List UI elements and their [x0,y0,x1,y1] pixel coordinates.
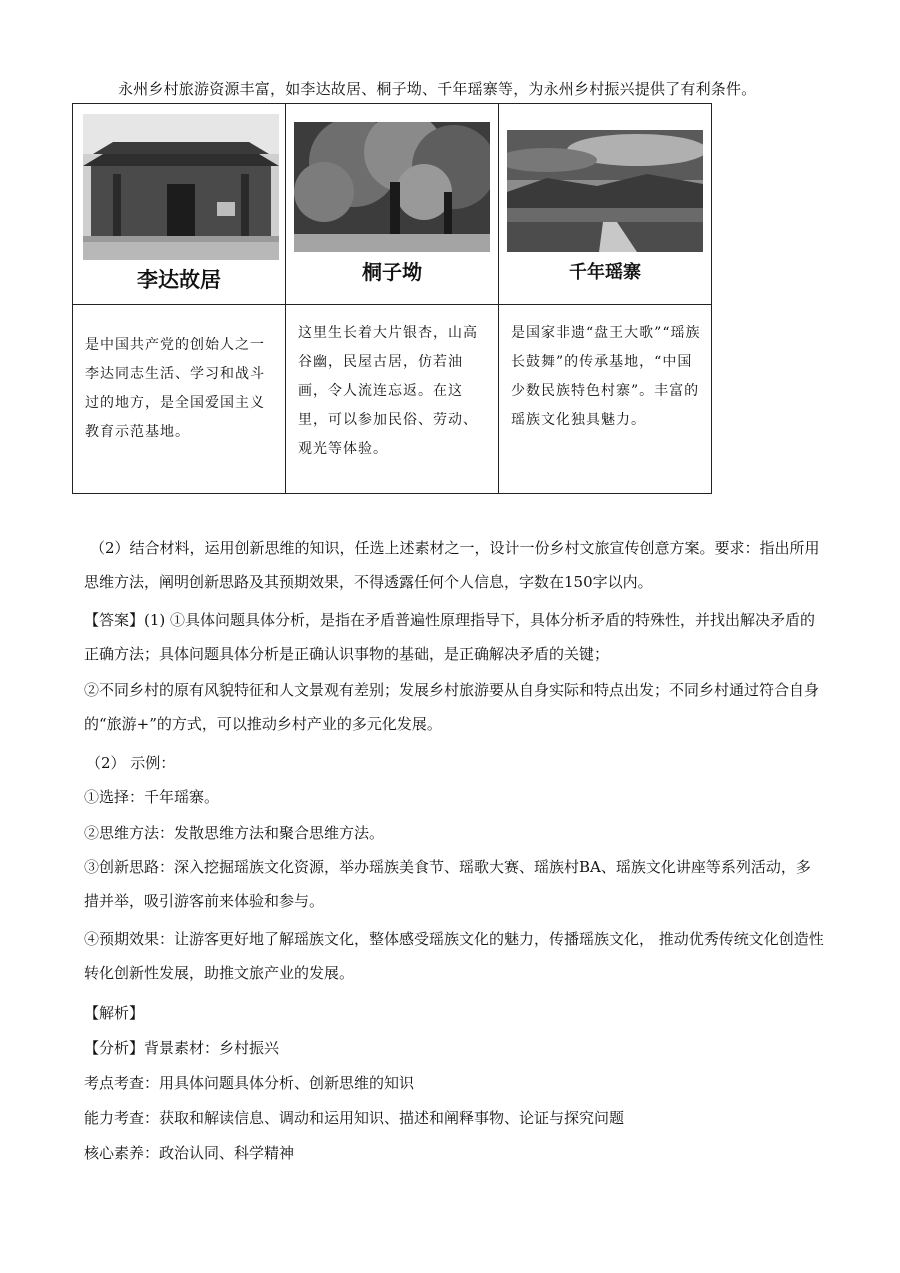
analysis-line: 【分析】背景素材：乡村振兴 [84,1039,280,1057]
question-2: （2）结合材料，运用创新思维的知识，任选上述素材之一，设计一份乡村文旅宣传创意方案。要求：指出所用思维方法，阐明创新思路及其预期效果，不得透露任何个人信息，字数在150字以内。 [84,539,820,591]
material-desc-cell [499,305,712,494]
analysis-line: 能力考查：获取和解读信息、调动和运用知识、描述和阐释事物、论证与探究问题 [84,1109,625,1127]
old-residence-photo [83,114,279,260]
material-desc: 这里生长着大片银杏，山高谷幽，民屋古居，仿若油画，令人流连忘返。在这里，可以参加民俗、劳动、观光等体验。 [298,325,478,457]
material-cell-tongziao [286,104,499,305]
intro-text: 永州乡村旅游资源丰富，如李达故居、桐子坳、千年瑶寨等，为永州乡村振兴提供了有利条件。 [118,80,757,98]
materials-table [72,103,712,494]
material-cell-lida [73,104,286,305]
material-desc: 是中国共产党的创始人之一李达同志生活、学习和战斗过的地方，是全国爱国主义教育示范基地。 [85,337,265,440]
analysis-line: 考点考查：用具体问题具体分析、创新思维的知识 [84,1074,415,1092]
answer-2-item: ①选择：千年瑶寨。 [84,788,220,806]
material-desc-cell [73,305,286,494]
material-caption: 李达故居 [137,268,221,292]
analysis-line: 核心素养：政治认同、科学精神 [84,1144,295,1162]
answer-1b: ②不同乡村的原有风貌特征和人文景观有差别；发展乡村旅游要从自身实际和特点出发；不同乡村通过符合自身的“旅游+”的方式，可以推动乡村产业的多元化发展。 [84,681,820,733]
analysis-head: 【解析】 [84,1004,145,1022]
answer-2-item: ③创新思路：深入挖掘瑶族文化资源，举办瑶族美食节、瑶歌大赛、瑶族村BA、瑶族文化讲座等系列活动，多措并举，吸引游客前来体验和参与。 [84,858,811,910]
material-caption: 千年瑶寨 [569,262,641,283]
answer-2-item: ②思维方法：发散思维方法和聚合思维方法。 [84,824,385,842]
answer-1a: 【答案】(1) ①具体问题具体分析，是指在矛盾普遍性原理指导下，具体分析矛盾的特殊性，并找出解决矛盾的正确方法；具体问题具体分析是正确认识事物的基础，是正确解决矛盾的关键； [84,611,816,663]
answer-2-item: ④预期效果：让游客更好地了解瑶族文化，整体感受瑶族文化的魅力，传播瑶族文化， 推动优秀传统文化创造性转化创新性发展，助推文旅产业的发展。 [84,930,824,982]
yao-village-photo [507,130,703,252]
answer-2-head: （2） 示例： [86,754,176,772]
material-desc-cell [286,305,499,494]
ginkgo-tree-photo [294,122,490,252]
material-caption: 桐子坳 [362,260,422,284]
material-cell-yaozhai [499,104,712,305]
material-desc: 是国家非遗“盘王大歌”“瑶族长鼓舞”的传承基地，“中国少数民族特色村寨”。丰富的瑶族文化独具魅力。 [511,325,701,428]
